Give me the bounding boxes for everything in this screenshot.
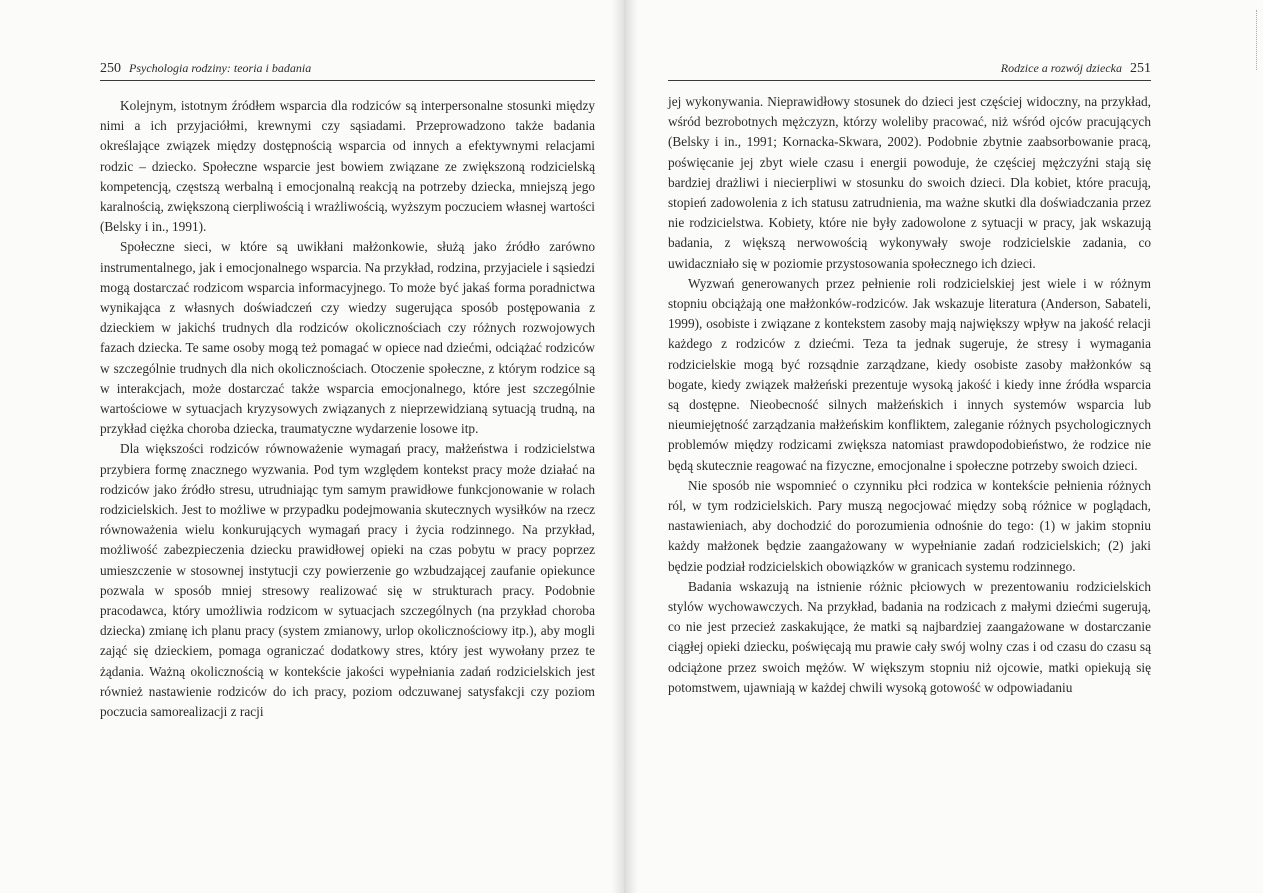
left-paragraph-2: Społeczne sieci, w które są uwikłani małżonkowie, służą jako źródło zarówno instrumentalnego, jak i emocjonalnego wsparcia. Na przykład, rodzina, przyjaciele i sąsiedzi mogą dostarczać rodzicom wsparcia informacyjnego. To może być jakaś forma poradnictwa wynikająca z własnych doświadczeń czy wiedzy sugerująca sposób postępowania z dzieckiem w jakichś trudnych dla rodziców okolicznościach czy różnych rozwojowych fazach dziecka. Te same osoby mogą też pomagać w opiece nad dziećmi, odciążać rodziców w szczególnie trudnych dla nich okolicznościach. Otoczenie społeczne, z którym rodzice są w interakcjach, może dostarczać także wsparcia emocjonalnego, które jest szczególnie wartościowe w sytuacjach kryzysowych związanych z nieprzewidzianą sytuacją trudną, na przykład ciężka choroba dziecka, traumatyczne wydarzenie losowe itp. [100, 239, 595, 437]
page-edge-mark [1246, 10, 1257, 70]
left-page-number: 250 [100, 61, 121, 76]
right-running-head: Rodzice a rozwój dziecka [1000, 61, 1122, 75]
right-page-number: 251 [1130, 61, 1151, 76]
right-page [668, 0, 1151, 893]
right-paragraph-4: Badania wskazują na istnienie różnic płciowych w prezentowaniu rodzicielskich stylów wychowawczych. Na przykład, badania na rodzicach z małymi dziećmi sugerują, co nie jest przecież zaskakujące, że matki są najbardziej zaangażowane w dostarczanie ciągłej opieki dziecku, poświęcają mu prawie cały swój wolny czas i od czasu do czasu są odciążone przez swoich mężów. W większym stopniu niż ojcowie, matki opiekują się potomstwem, ujawniają w każdej chwili wysoką gotowość w odpowiadaniu [668, 578, 1151, 695]
left-running-head: Psychologia rodziny: teoria i badania [129, 61, 312, 75]
left-page [100, 0, 595, 893]
right-paragraph-1: jej wykonywania. Nieprawidłowy stosunek do dzieci jest częściej widoczny, na przykład, wśród bezrobotnych mężczyzn, którzy woleliby pracować, niż wśród ojców pracujących (Belsky i in., 1991; Kornacka-Skwara, 2002). Podobnie zbytnie zaabsorbowanie pracą, poświęcanie jej zbyt wiele czasu i energii powoduje, że częściej mężczyźni stają się bardziej drażliwi i niecierpliwi w stosunku do swoich dzieci. Dla kobiet, które pracują, stopień zadowolenia z ich statusu zatrudnienia, ma ważne skutki dla doświadczania przez nie rodzicielstwa. Kobiety, które nie były zadowolone z sytuacji w pracy, jak wskazują badania, z większą nerwowością wykonywały swoje rodzicielskie zadania, co uwidaczniało się w poziomie przystosowania społecznego ich dzieci. [668, 94, 1151, 271]
left-page-header [100, 58, 595, 81]
right-page-header [668, 58, 1151, 81]
right-paragraph-2: Wyzwań generowanych przez pełnienie roli rodzicielskiej jest wiele i w różnym stopniu obciążają one małżonków-rodziców. Jak wskazuje literatura (Anderson, Sabateli, 1999), osobiste i związane z kontekstem zasoby mają największy wpływ na jakość relacji każdego z rodziców z dziećmi. Teza ta jednak sugeruje, że stresy i wymagania rodzicielskie mogą być rozsądnie zarządzane, kiedy osobiste zasoby małżonków są bogate, kiedy związek małżeński prezentuje wysoką jakość i kiedy inne źródła wsparcia są dostępne. Nieobecność silnych małżeńskich i innych systemów wsparcia lub nieumiejętność zarządzania małżeńskim konfliktem, zaleganie różnych psychologicznych problemów między rodzicami zwiększa natomiast prawdopodobieństwo, że rodzice nie będą skutecznie reagować na fizyczne, emocjonalne i społeczne potrzeby swoich dzieci. [668, 275, 1151, 473]
left-page-body [100, 96, 595, 722]
left-paragraph-1: Kolejnym, istotnym źródłem wsparcia dla rodziców są interpersonalne stosunki między nimi a ich przyjaciółmi, krewnymi czy sąsiadami. Przeprowadzono także badania określające związek między dostępnością wsparcia od innych a efektywnymi relacjami rodzic – dziecko. Społeczne wsparcie jest bowiem związane ze zwiększoną rodzicielską kompetencją, częstszą werbalną i emocjonalną reakcją na potrzeby dziecka, mniejszą jego karalnością, zwiększoną cierpliwością i wrażliwością, wyższym poczuciem własnej wartości (Belsky i in., 1991). [100, 98, 595, 235]
left-paragraph-3: Dla większości rodziców równoważenie wymagań pracy, małżeństwa i rodzicielstwa przybiera formę znacznego wyzwania. Pod tym względem kontekst pracy może działać na rodziców jako źródło stresu, utrudniając tym samym prawidłowe funkcjonowanie w rolach rodzicielskich. Jest to możliwe w przypadku podejmowania skutecznych wysiłków na rzecz równoważenia wielu konkurujących wymagań pracy i życia rodzinnego. Na przykład, możliwość zabezpieczenia dziecku prawidłowej opieki na czas pobytu w pracy poprzez umieszczenie w stosownej instytucji czy powierzenie go wzbudzającej zaufanie opiekunce pozwala w sposób mniej stresowy realizować się w strukturach pracy. Podobnie pracodawca, który umożliwia rodzicom w sytuacjach szczególnych (na przykład choroba dziecka) zmianę ich planu pracy (system zmianowy, urlop okolicznościowy itp.), aby mogli zająć się dzieckiem, pomaga ograniczać dodatkowy stres, który jest wywołany przez te żądania. Ważną okolicznością w kontekście jakości wypełniania zadań rodzicielskich jest również nastawienie rodziców do ich pracy, poziom odczuwanej satysfakcji czy poziom poczucia samorealizacji z racji [100, 441, 595, 720]
right-paragraph-3: Nie sposób nie wspomnieć o czynniku płci rodzica w kontekście pełnienia różnych ról, w tym rodzicielskich. Pary muszą negocjować między sobą różnice w poglądach, nastawieniach, aby dochodzić do porozumienia odnośnie do tego: (1) w jakim stopniu każdy małżonek będzie zaangażowany w wypełnianie zadań rodzicielskich; (2) jaki będzie podział rodzicielskich obowiązków w granicach systemu rodzinnego. [668, 477, 1151, 574]
right-page-body [668, 92, 1151, 698]
book-gutter-shadow [612, 0, 638, 893]
